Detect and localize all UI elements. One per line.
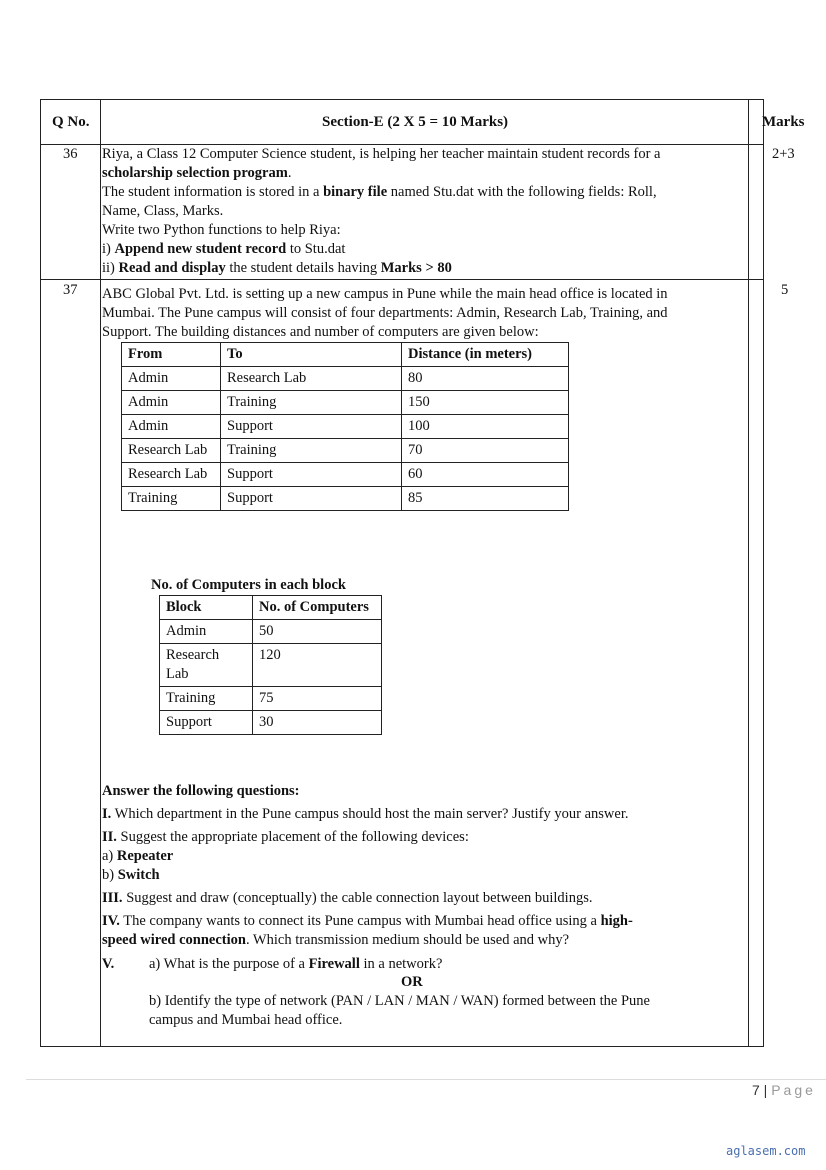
distance-table-header [122,343,569,367]
table-row [160,687,382,711]
table-cell: 85 [402,487,569,511]
computers-caption: No. of Computers in each block [151,577,346,593]
table-cell: Admin [122,415,221,439]
question-III: III. Suggest and draw (conceptually) the cable connection layout between buildings. [102,890,593,906]
q37-intro-1: ABC Global Pvt. Ltd. is setting up a new campus in Pune while the main head office is located in [102,286,668,302]
question-I: I. Which department in the Pune campus should host the main server? Justify your answer. [102,806,629,822]
table-row [160,620,382,644]
header-cell: No. of Computers [253,596,382,620]
table-cell: Research Lab [122,463,221,487]
q36-line-3: The student information is stored in a binary file named Stu.dat with the following fields: Roll, [102,184,657,200]
header-cell: From [122,343,221,367]
table-cell: Admin [122,391,221,415]
question-II: II. Suggest the appropriate placement of the following devices: [102,829,469,845]
qno-header: Q No. [52,114,90,130]
table-cell: 70 [402,439,569,463]
answer-heading: Answer the following questions: [102,783,300,799]
question-II-a: a) Repeater [102,848,174,864]
table-row [122,415,569,439]
q37-marks: 5 [781,282,789,298]
table-cell: Training [221,439,402,463]
page-word: Page [771,1082,816,1098]
q37-intro-2: Mumbai. The Pune campus will consist of four departments: Admin, Research Lab, Training, and [102,305,668,321]
table-cell: 120 [253,644,382,687]
table-cell: Training [221,391,402,415]
q37-intro-3: Support. The building distances and number of computers are given below: [102,324,539,340]
table-row [122,439,569,463]
question-V-b-line-1: b) Identify the type of network (PAN / LAN / MAN / WAN) formed between the Pune [149,993,650,1009]
q36-line-1: Riya, a Class 12 Computer Science student, is helping her teacher maintain student records for a [102,146,661,162]
footer-divider [26,1079,826,1080]
q36-line-7: ii) Read and display the student details having Marks > 80 [102,260,452,276]
marks-header: Marks [762,114,805,130]
table-cell: 150 [402,391,569,415]
section-title: Section-E (2 X 5 = 10 Marks) [322,114,509,130]
table-cell: Training [160,687,253,711]
table-row [160,711,382,735]
table-cell: 75 [253,687,382,711]
q36-line-5: Write two Python functions to help Riya: [102,222,341,238]
q37-number: 37 [63,282,78,298]
question-V-b-line-2: campus and Mumbai head office. [149,1012,343,1028]
table-row [122,487,569,511]
table-cell: Admin [122,367,221,391]
table-row [160,644,382,687]
table-cell: Support [160,711,253,735]
table-cell: 30 [253,711,382,735]
q36-marks: 2+3 [772,146,795,162]
table-row [122,391,569,415]
table-cell: Research Lab [122,439,221,463]
question-V-number: V. [102,956,115,972]
table-row [122,463,569,487]
question-V-a: a) What is the purpose of a Firewall in a network? [149,956,443,972]
header-cell: Block [160,596,253,620]
watermark: aglasem.com [726,1144,806,1158]
question-IV-line-1: IV. The company wants to connect its Pune campus with Mumbai head office using a high- [102,913,633,929]
column-divider [748,100,749,1046]
computers-table-header [160,596,382,620]
distance-table [121,342,569,511]
table-row [122,367,569,391]
q36-line-6: i) Append new student record to Stu.dat [102,241,346,257]
column-divider [100,100,101,1046]
question-II-b: b) Switch [102,867,160,883]
table-cell: Admin [160,620,253,644]
table-cell: 100 [402,415,569,439]
table-cell: 50 [253,620,382,644]
table-cell: Research Lab [221,367,402,391]
row-divider [41,279,763,280]
page-footer: 7 | Page [752,1082,816,1098]
q36-line-2: scholarship selection program. [102,165,292,181]
table-cell: Support [221,487,402,511]
or-label: OR [401,974,423,990]
question-IV-line-2: speed wired connection. Which transmission medium should be used and why? [102,932,570,948]
table-cell: Support [221,463,402,487]
table-cell: Training [122,487,221,511]
header-cell: To [221,343,402,367]
page-number: 7 [752,1082,760,1098]
table-cell: Research Lab [160,644,253,687]
table-cell: Support [221,415,402,439]
computers-table [159,595,382,735]
q36-line-4: Name, Class, Marks. [102,203,224,219]
q36-number: 36 [63,146,78,162]
header-cell: Distance (in meters) [402,343,569,367]
table-cell: 80 [402,367,569,391]
question-table [40,99,805,1047]
table-cell: 60 [402,463,569,487]
